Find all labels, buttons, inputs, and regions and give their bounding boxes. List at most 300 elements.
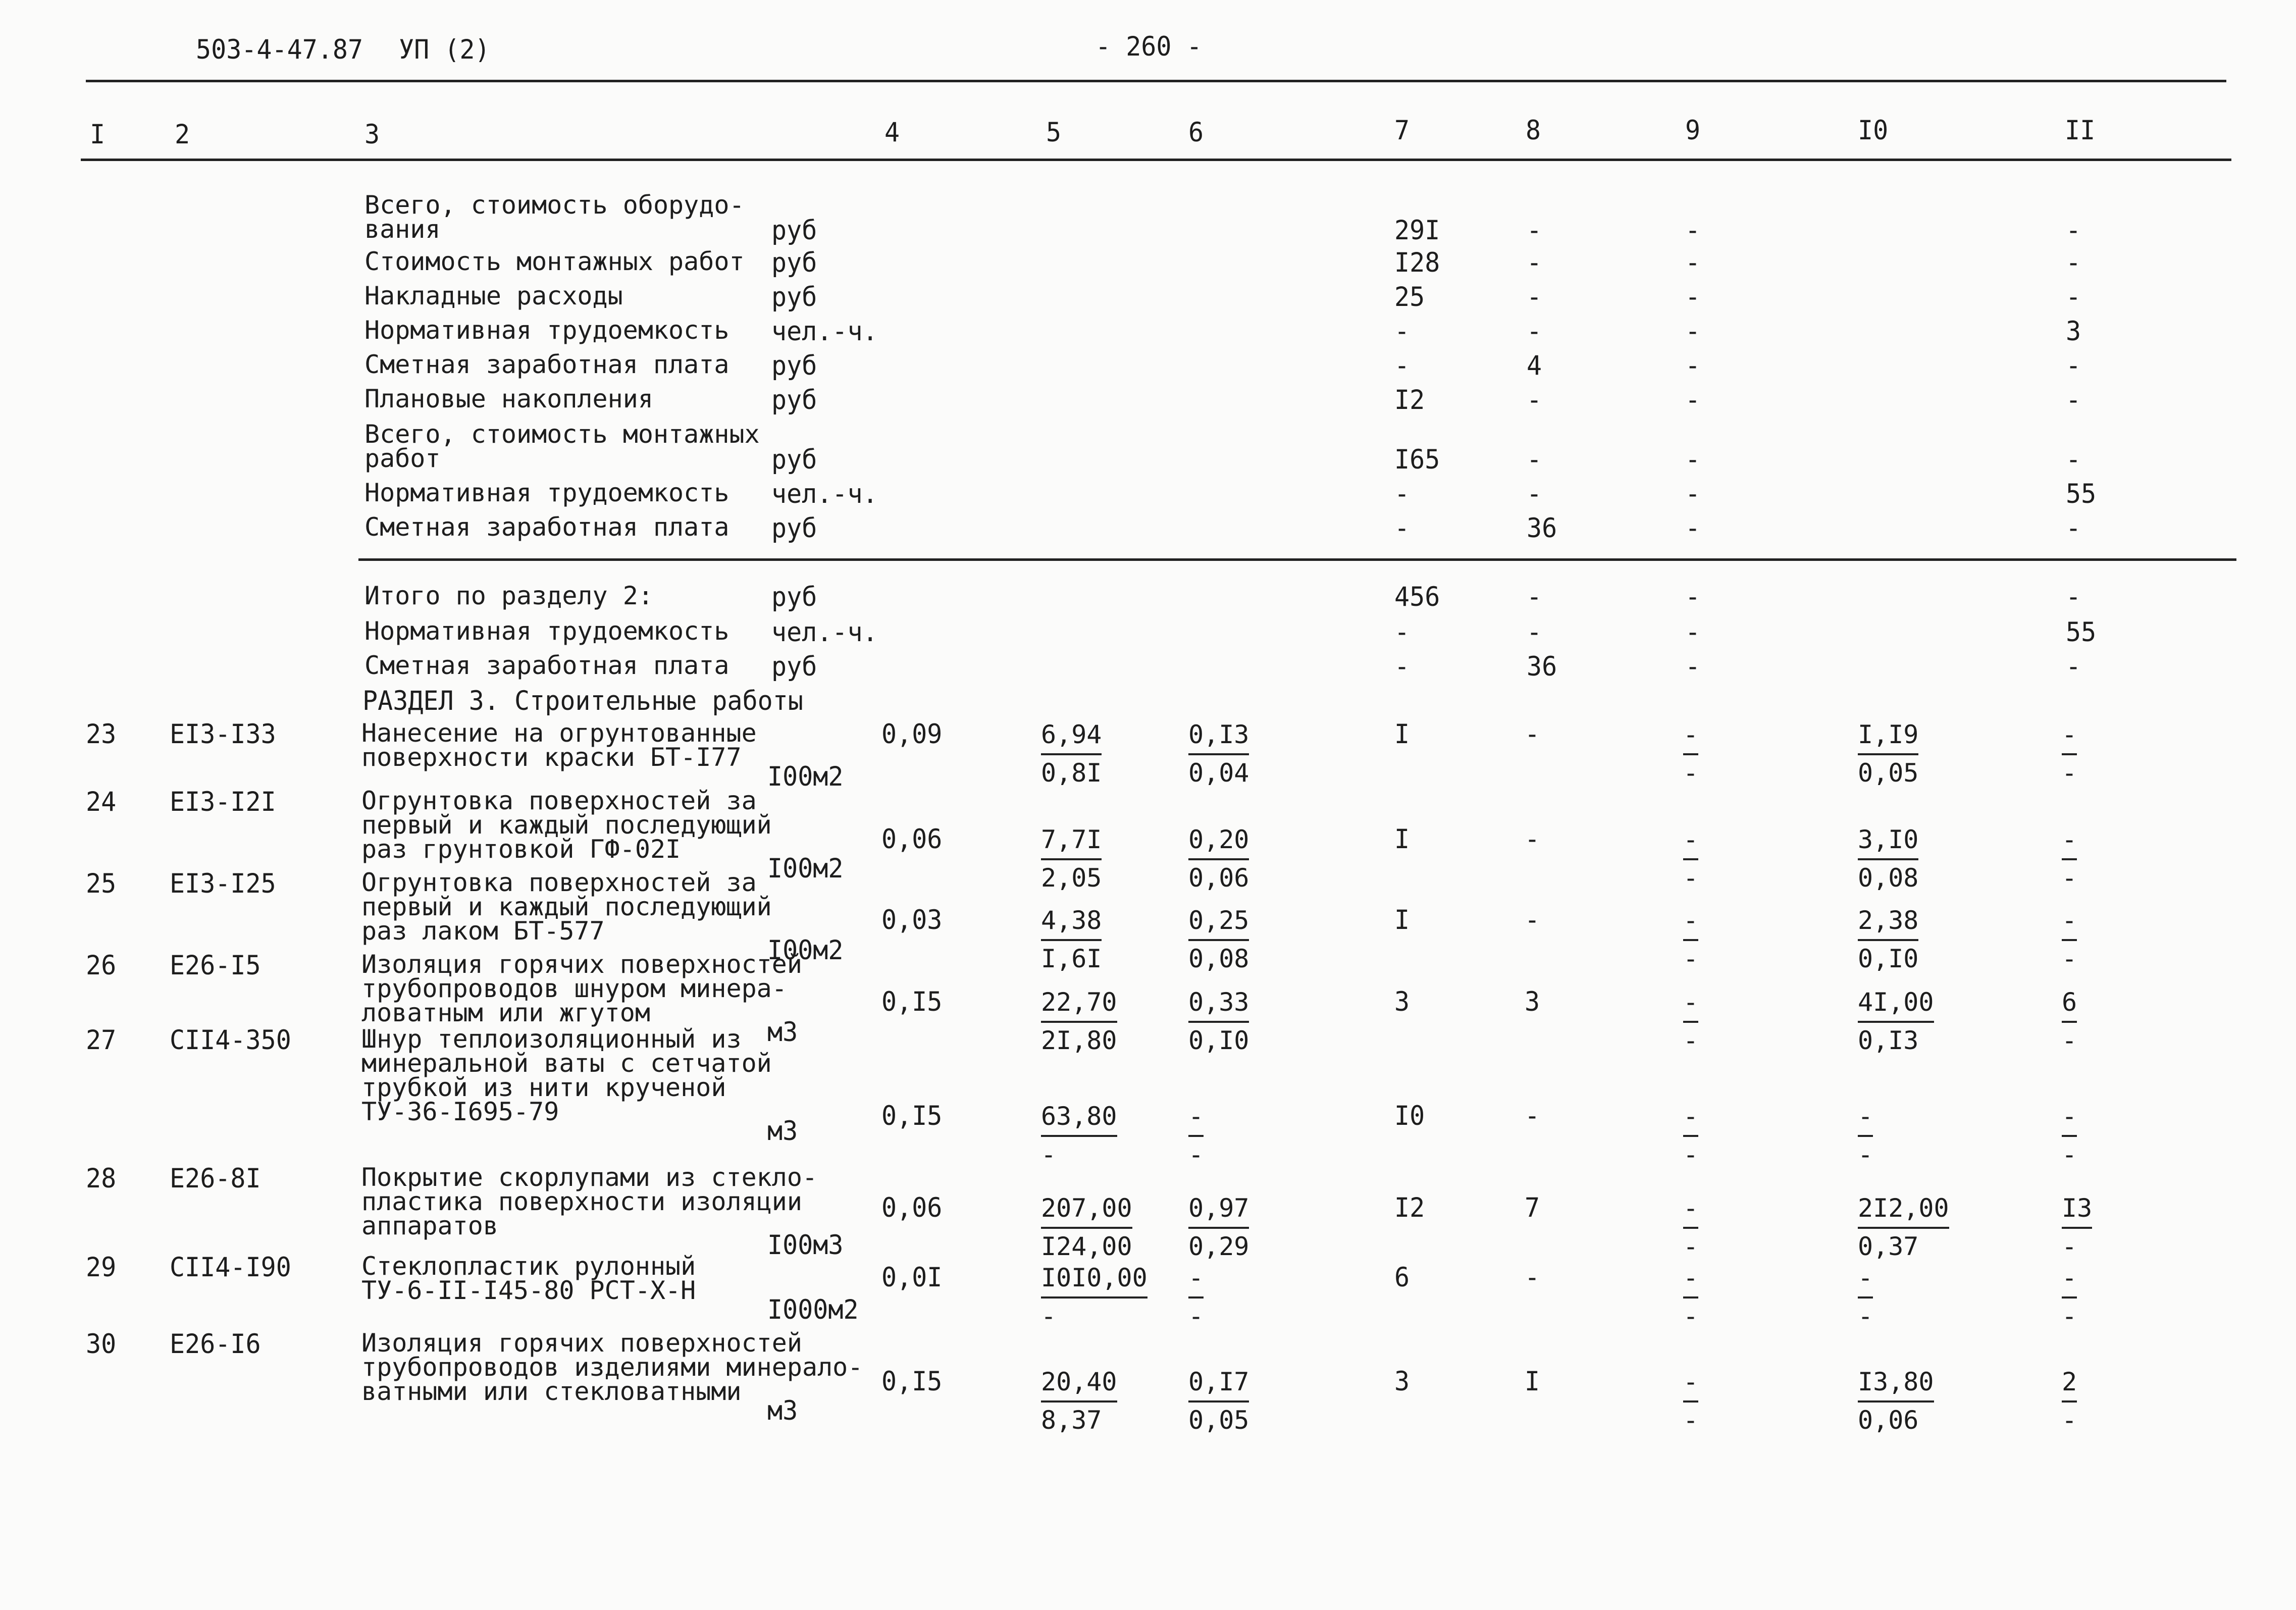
- summary-b-row-c8: 36: [1527, 651, 1557, 682]
- summary-a-row-c7: -: [1394, 478, 1410, 509]
- summary-a-row-c7: I65: [1394, 444, 1440, 475]
- row-machine-cost-top: [1683, 822, 1698, 860]
- row-code: СII4-350: [170, 1024, 291, 1056]
- row-labor-cost: [1188, 903, 1249, 976]
- row-unit-cost-top-value: 20,40: [1041, 1364, 1117, 1403]
- row-wages: I: [1525, 1366, 1540, 1397]
- section-rule: [358, 558, 2236, 561]
- row-description: [361, 1165, 817, 1238]
- row-total-hours-bottom: -: [2062, 1232, 2077, 1261]
- row-total: I2: [1394, 1192, 1425, 1223]
- summary-a-row-c9: -: [1685, 247, 1701, 278]
- row-code: Е26-I6: [170, 1328, 261, 1360]
- row-total-hours-bottom: -: [2062, 758, 2077, 788]
- row-unit-cost-top-value: I0I0,00: [1041, 1260, 1147, 1299]
- row-wages: 3: [1525, 986, 1540, 1017]
- summary-a-row-unit: руб: [771, 215, 817, 246]
- row-description: [361, 952, 802, 1025]
- row-labor-cost-top-value: 0,25: [1188, 903, 1249, 941]
- row-unit-cost: [1041, 1099, 1117, 1172]
- row-unit: м3: [767, 1115, 798, 1147]
- summary-a-row-name: [364, 384, 653, 413]
- row-total: I: [1394, 718, 1410, 750]
- row-labor-hours-bottom: 0,37: [1858, 1232, 1919, 1261]
- summary-a-row-c7: -: [1394, 316, 1410, 347]
- row-unit: I00м2: [767, 934, 844, 966]
- row-machine-cost: [1683, 1260, 1698, 1334]
- row-description-line: Изоляция горячих поверхностей: [361, 1328, 802, 1358]
- row-number: 27: [86, 1024, 117, 1056]
- summary-b-row-unit: руб: [771, 651, 817, 682]
- summary-b-row-c9: -: [1685, 616, 1701, 648]
- row-machine-cost-top: [1683, 903, 1698, 941]
- row-code: ЕI3-I2I: [170, 786, 276, 817]
- row-unit-cost-top: [1041, 1364, 1117, 1403]
- row-machine-cost-top: [1683, 1260, 1698, 1299]
- row-number: 24: [86, 786, 117, 817]
- row-labor-hours: [1858, 984, 1934, 1058]
- row-total-hours-top: [2062, 1190, 2092, 1229]
- row-labor-cost-top: [1188, 903, 1249, 941]
- row-labor-hours-top: [1858, 1190, 1949, 1229]
- document-part: УП (2): [399, 34, 490, 65]
- summary-a-row-unit: чел.-ч.: [771, 478, 878, 509]
- row-labor-hours-top-value: -: [1858, 1260, 1873, 1299]
- row-description-line: ТУ-6-II-I45-80 РСТ-Х-Н: [361, 1276, 696, 1305]
- col-header-2: 2: [175, 119, 190, 150]
- summary-b-row-name: [364, 616, 729, 646]
- row-unit: м3: [767, 1395, 798, 1426]
- row-machine-cost: [1683, 984, 1698, 1058]
- row-labor-hours-bottom: 0,06: [1858, 1406, 1919, 1435]
- summary-a-row-name-line: Сметная заработная плата: [364, 512, 729, 542]
- summary-a-row-c7: -: [1394, 512, 1410, 544]
- row-labor-hours: [1858, 903, 1918, 976]
- row-machine-cost-top-value: -: [1683, 903, 1698, 941]
- row-labor-hours-top-value: 4I,00: [1858, 984, 1934, 1023]
- col-header-8: 8: [1526, 115, 1541, 146]
- row-labor-cost-top: [1188, 717, 1249, 755]
- row-quantity: 0,I5: [881, 1100, 943, 1131]
- row-description-line: Стеклопластик рулонный: [361, 1252, 696, 1281]
- row-machine-cost-top-value: -: [1683, 717, 1698, 755]
- row-labor-hours-top-value: 3,I0: [1858, 822, 1918, 860]
- row-quantity: 0,03: [881, 904, 943, 936]
- row-description-line: трубкой из нити крученой: [361, 1073, 726, 1102]
- row-total: 3: [1394, 1366, 1410, 1397]
- summary-a-row-name-line: Нормативная трудоемкость: [364, 478, 729, 507]
- row-total-hours: [2062, 1260, 2077, 1334]
- summary-a-row-c8: -: [1527, 316, 1542, 347]
- row-labor-cost-bottom: 0,04: [1188, 758, 1249, 788]
- row-wages: -: [1525, 1100, 1540, 1131]
- row-description-line: трубопроводов изделиями минерало-: [361, 1353, 863, 1382]
- summary-a-row-unit: руб: [771, 281, 817, 313]
- row-total-hours: [2062, 984, 2077, 1058]
- row-unit-cost: [1041, 1260, 1147, 1334]
- row-number: 25: [86, 868, 117, 899]
- summary-a-row-c11: 55: [2066, 478, 2097, 509]
- row-labor-hours: [1858, 1364, 1934, 1438]
- row-unit-cost-top-value: 7,7I: [1041, 822, 1102, 860]
- col-header-9: 9: [1685, 115, 1701, 146]
- row-wages: -: [1525, 904, 1540, 936]
- summary-b-row-name: [364, 581, 653, 610]
- row-machine-cost-top: [1683, 1190, 1698, 1229]
- row-labor-hours-top: [1858, 822, 1918, 860]
- row-unit-cost-bottom: -: [1041, 1140, 1057, 1169]
- row-labor-cost-top: [1188, 1260, 1204, 1299]
- row-machine-cost: [1683, 1364, 1698, 1438]
- row-labor-hours: [1858, 822, 1918, 896]
- row-quantity: 0,0I: [881, 1262, 943, 1293]
- row-unit-cost-bottom: -: [1041, 1302, 1057, 1331]
- row-labor-hours-top-value: I,I9: [1858, 717, 1918, 755]
- summary-b-row-c11: -: [2066, 651, 2081, 682]
- row-total-hours-top: [2062, 903, 2077, 941]
- row-description: [361, 718, 757, 772]
- row-wages: -: [1525, 823, 1540, 855]
- row-unit-cost-top-value: 4,38: [1041, 903, 1102, 941]
- summary-a-row-name: [364, 281, 623, 310]
- row-labor-hours: [1858, 1099, 1873, 1172]
- summary-a-row-c7: 25: [1394, 281, 1425, 313]
- summary-a-row-c11: -: [2066, 350, 2081, 381]
- row-labor-cost: [1188, 1260, 1204, 1334]
- row-total-hours-bottom: -: [2062, 1302, 2077, 1331]
- row-machine-cost-top: [1683, 717, 1698, 755]
- row-unit: м3: [767, 1016, 798, 1048]
- row-number: 26: [86, 950, 117, 981]
- row-total-hours-top: [2062, 822, 2077, 860]
- row-labor-cost-bottom: -: [1188, 1140, 1204, 1169]
- row-labor-cost-top-value: 0,I3: [1188, 717, 1249, 755]
- row-total-hours-top-value: 2: [2062, 1364, 2077, 1403]
- row-machine-cost: [1683, 822, 1698, 896]
- summary-a-row-c9: -: [1685, 316, 1701, 347]
- summary-a-row-c7: I2: [1394, 384, 1425, 416]
- summary-a-row-name: [364, 352, 729, 377]
- row-wages: -: [1525, 1262, 1540, 1293]
- row-quantity: 0,I5: [881, 1366, 943, 1397]
- row-machine-cost-bottom: -: [1683, 944, 1699, 973]
- row-description-line: трубопроводов шнуром минера-: [361, 974, 787, 1003]
- row-unit-cost-top-value: 207,00: [1041, 1190, 1132, 1229]
- summary-a-row-c9: -: [1685, 478, 1701, 509]
- row-unit-cost-bottom: 0,8I: [1041, 758, 1102, 788]
- summary-a-row-c8: -: [1527, 384, 1542, 416]
- row-machine-cost: [1683, 903, 1698, 976]
- row-total-hours-top: [2062, 717, 2077, 755]
- row-labor-hours: [1858, 1260, 1873, 1334]
- row-labor-cost-bottom: 0,05: [1188, 1406, 1249, 1435]
- row-description-line: минеральной ваты с сетчатой: [361, 1049, 772, 1078]
- row-total: 3: [1394, 986, 1410, 1017]
- row-number: 30: [86, 1328, 117, 1360]
- row-machine-cost-bottom: -: [1683, 1140, 1699, 1169]
- row-description-line: поверхности краски БТ-I77: [361, 743, 742, 772]
- summary-a-row-unit: руб: [771, 444, 817, 475]
- row-description-line: ловатным или жгутом: [361, 998, 650, 1027]
- row-labor-cost-top: [1188, 984, 1249, 1023]
- row-labor-cost-top-value: 0,20: [1188, 822, 1249, 860]
- row-total-hours-top-value: 6: [2062, 984, 2077, 1023]
- summary-a-row-name-line: вания: [364, 215, 441, 244]
- page-number: - 260 -: [1095, 31, 1202, 62]
- row-labor-cost-top: [1188, 1364, 1249, 1403]
- row-unit-cost-top-value: 22,70: [1041, 984, 1117, 1023]
- row-total-hours: [2062, 903, 2077, 976]
- row-code: ЕI3-I33: [170, 718, 276, 750]
- row-labor-cost-top: [1188, 1190, 1249, 1229]
- row-labor-cost: [1188, 717, 1249, 791]
- row-total-hours-top-value: -: [2062, 1099, 2077, 1137]
- row-description-line: ватными или стекловатными: [361, 1377, 742, 1406]
- row-total-hours-bottom: -: [2062, 1026, 2077, 1055]
- row-unit-cost-top: [1041, 1260, 1147, 1299]
- row-labor-cost-bottom: 0,I0: [1188, 1026, 1249, 1055]
- row-machine-cost-bottom: -: [1683, 1302, 1699, 1331]
- summary-a-row-c11: -: [2066, 512, 2081, 544]
- row-labor-hours-bottom: -: [1858, 1302, 1873, 1331]
- row-total-hours: [2062, 717, 2077, 791]
- row-unit-cost-top: [1041, 984, 1117, 1023]
- summary-a-row-name: [364, 422, 760, 471]
- row-unit-cost: [1041, 1190, 1132, 1264]
- summary-a-row-name-line: Всего, стоимость монтажных: [364, 420, 760, 449]
- row-unit-cost-bottom: 2,05: [1041, 863, 1102, 893]
- summary-b-row-c8: -: [1527, 616, 1542, 648]
- summary-a-row-name-line: Стоимость монтажных работ: [364, 247, 745, 276]
- row-unit-cost-top: [1041, 903, 1102, 941]
- summary-a-row-name: [364, 316, 729, 345]
- row-labor-hours-top-value: I3,80: [1858, 1364, 1934, 1403]
- row-code: ЕI3-I25: [170, 868, 276, 899]
- summary-b-row-unit: чел.-ч.: [771, 616, 878, 648]
- row-number: 28: [86, 1163, 117, 1194]
- row-total-hours: [2062, 1364, 2077, 1438]
- summary-a-row-name: [364, 478, 729, 507]
- summary-a-row-c9: -: [1685, 512, 1701, 544]
- summary-b-row-unit: руб: [771, 581, 817, 612]
- row-total-hours-bottom: -: [2062, 1140, 2077, 1169]
- row-total-hours-bottom: -: [2062, 1406, 2077, 1435]
- row-machine-cost-bottom: -: [1683, 758, 1699, 788]
- summary-a-row-c9: -: [1685, 215, 1701, 246]
- row-description-line: раз грунтовкой ГФ-02I: [361, 835, 681, 864]
- row-labor-hours-top: [1858, 984, 1934, 1023]
- row-machine-cost-top-value: -: [1683, 1190, 1698, 1229]
- row-quantity: 0,06: [881, 823, 943, 855]
- row-unit-cost-top: [1041, 717, 1102, 755]
- summary-a-row-name: [364, 249, 745, 274]
- row-number: 23: [86, 718, 117, 750]
- row-total-hours-top: [2062, 1364, 2077, 1403]
- row-unit-cost-top: [1041, 822, 1102, 860]
- row-labor-hours: [1858, 717, 1918, 791]
- row-machine-cost: [1683, 1099, 1698, 1172]
- summary-a-row-c8: -: [1527, 478, 1542, 509]
- col-header-10: I0: [1858, 115, 1889, 146]
- col-header-5: 5: [1046, 117, 1062, 148]
- header-rule: [81, 159, 2231, 161]
- top-rule: [86, 80, 2226, 82]
- row-total-hours-top-value: -: [2062, 717, 2077, 755]
- row-unit-cost-top-value: 63,80: [1041, 1099, 1117, 1137]
- row-labor-hours-bottom: 0,05: [1858, 758, 1919, 788]
- row-labor-hours-bottom: 0,I3: [1858, 1026, 1919, 1055]
- col-header-3: 3: [364, 119, 380, 150]
- row-unit-cost-bottom: I24,00: [1041, 1232, 1132, 1261]
- row-labor-hours-bottom: -: [1858, 1140, 1873, 1169]
- row-unit-cost-bottom: I,6I: [1041, 944, 1102, 973]
- summary-b-row-c7: 456: [1394, 581, 1440, 612]
- summary-a-row-name-line: работ: [364, 444, 441, 473]
- row-total-hours-top-value: I3: [2062, 1190, 2092, 1229]
- row-labor-hours: [1858, 1190, 1949, 1264]
- row-unit-cost: [1041, 717, 1102, 791]
- row-machine-cost: [1683, 717, 1698, 791]
- row-description-line: первый и каждый последующий: [361, 892, 772, 921]
- row-labor-cost-bottom: 0,29: [1188, 1232, 1249, 1261]
- document-code: 503-4-47.87: [196, 34, 363, 65]
- row-labor-hours-top-value: 2,38: [1858, 903, 1918, 941]
- row-unit-cost-bottom: 2I,80: [1041, 1026, 1117, 1055]
- summary-b-row-c8: -: [1527, 581, 1542, 612]
- row-unit: I00м2: [767, 853, 844, 884]
- row-total-hours: [2062, 822, 2077, 896]
- summary-a-row-c8: -: [1527, 247, 1542, 278]
- row-total: I0: [1394, 1100, 1425, 1131]
- row-total-hours-top-value: -: [2062, 903, 2077, 941]
- row-labor-hours-bottom: 0,08: [1858, 863, 1919, 893]
- row-description: [361, 1328, 863, 1406]
- row-labor-hours-top-value: 2I2,00: [1858, 1190, 1949, 1229]
- summary-a-row-name-line: Всего, стоимость оборудо-: [364, 190, 745, 220]
- row-machine-cost-top-value: -: [1683, 822, 1698, 860]
- row-machine-cost-top: [1683, 1099, 1698, 1137]
- summary-a-row-c11: -: [2066, 281, 2081, 313]
- row-description-line: Огрунтовка поверхностей за: [361, 786, 757, 815]
- col-header-7: 7: [1394, 115, 1410, 146]
- row-labor-hours-top: [1858, 903, 1918, 941]
- row-description-line: Покрытие скорлупами из стекло-: [361, 1163, 818, 1192]
- col-header-6: 6: [1188, 117, 1204, 148]
- summary-a-row-name-line: Плановые накопления: [364, 384, 653, 413]
- row-unit-cost: [1041, 822, 1102, 896]
- summary-b-row-name-line: Итого по разделу 2:: [364, 581, 653, 610]
- row-unit-cost: [1041, 1364, 1117, 1438]
- summary-a-row-name: [364, 190, 745, 244]
- row-machine-cost-top-value: -: [1683, 1099, 1698, 1137]
- col-header-11: II: [2065, 115, 2096, 146]
- summary-b-row-c7: -: [1394, 616, 1410, 648]
- row-labor-cost-top: [1188, 1099, 1204, 1137]
- summary-a-row-c8: -: [1527, 444, 1542, 475]
- row-code: Е26-8I: [170, 1163, 261, 1194]
- row-labor-cost-bottom: -: [1188, 1302, 1204, 1331]
- row-description-line: Изоляция горячих поверхностей: [361, 950, 802, 979]
- row-unit-cost-top: [1041, 1190, 1132, 1229]
- row-labor-cost: [1188, 1190, 1249, 1264]
- row-description-line: Шнур теплоизоляционный из: [361, 1024, 742, 1054]
- section-title: РАЗДЕЛ 3. Строительные работы: [362, 685, 803, 716]
- summary-a-row-c8: 36: [1527, 512, 1557, 544]
- row-total-hours-top-value: -: [2062, 822, 2077, 860]
- summary-a-row-c9: -: [1685, 281, 1701, 313]
- summary-a-row-c11: -: [2066, 384, 2081, 416]
- row-labor-hours-top: [1858, 717, 1918, 755]
- row-total-hours-top: [2062, 984, 2077, 1023]
- row-unit-cost-top: [1041, 1099, 1117, 1137]
- row-labor-cost-top-value: -: [1188, 1260, 1204, 1299]
- summary-a-row-c9: -: [1685, 384, 1701, 416]
- summary-b-row-name-line: Нормативная трудоемкость: [364, 616, 729, 646]
- row-description: [361, 868, 772, 946]
- summary-a-row-c11: -: [2066, 444, 2081, 475]
- row-labor-cost-top-value: 0,33: [1188, 984, 1249, 1023]
- row-number: 29: [86, 1252, 117, 1283]
- row-labor-hours-bottom: 0,I0: [1858, 944, 1919, 973]
- row-wages: 7: [1525, 1192, 1540, 1223]
- summary-a-row-unit: руб: [771, 384, 817, 416]
- summary-b-row-c9: -: [1685, 581, 1701, 612]
- row-labor-hours-top: [1858, 1260, 1873, 1299]
- row-code: СII4-I90: [170, 1252, 291, 1283]
- summary-a-row-c8: -: [1527, 281, 1542, 313]
- row-unit-cost: [1041, 984, 1117, 1058]
- row-labor-cost: [1188, 1364, 1249, 1438]
- row-labor-cost-top: [1188, 822, 1249, 860]
- row-unit-cost: [1041, 903, 1102, 976]
- col-header-4: 4: [884, 117, 900, 148]
- summary-a-row-c7: 29I: [1394, 215, 1440, 246]
- summary-a-row-c11: 3: [2066, 316, 2081, 347]
- summary-a-row-c8: -: [1527, 215, 1542, 246]
- row-description-line: пластика поверхности изоляции: [361, 1187, 802, 1216]
- summary-a-row-unit: руб: [771, 247, 817, 278]
- row-code: Е26-I5: [170, 950, 261, 981]
- row-machine-cost-top: [1683, 984, 1698, 1023]
- row-labor-cost: [1188, 1099, 1204, 1172]
- summary-b-row-c11: 55: [2066, 616, 2097, 648]
- row-total-hours-top: [2062, 1099, 2077, 1137]
- row-quantity: 0,I5: [881, 986, 943, 1017]
- summary-a-row-c8: 4: [1527, 350, 1542, 381]
- row-machine-cost-top-value: -: [1683, 984, 1698, 1023]
- row-machine-cost-top-value: -: [1683, 1260, 1698, 1299]
- row-quantity: 0,09: [881, 718, 943, 750]
- summary-a-row-c9: -: [1685, 444, 1701, 475]
- summary-a-row-name-line: Сметная заработная плата: [364, 350, 729, 379]
- row-labor-cost: [1188, 822, 1249, 896]
- summary-a-row-c7: -: [1394, 350, 1410, 381]
- summary-a-row-c11: -: [2066, 247, 2081, 278]
- row-description-line: ТУ-36-I695-79: [361, 1097, 559, 1126]
- row-quantity: 0,06: [881, 1192, 943, 1223]
- row-unit: I00м3: [767, 1229, 844, 1261]
- row-total-hours-bottom: -: [2062, 944, 2077, 973]
- row-unit-cost-bottom: 8,37: [1041, 1406, 1102, 1435]
- row-unit: I000м2: [767, 1294, 859, 1325]
- row-description-line: раз лаком БТ-577: [361, 916, 605, 946]
- summary-b-row-name-line: Сметная заработная плата: [364, 651, 729, 680]
- col-header-1: I: [90, 119, 106, 150]
- row-unit-cost-top-value: 6,94: [1041, 717, 1102, 755]
- row-total-hours-top: [2062, 1260, 2077, 1299]
- summary-a-row-c9: -: [1685, 350, 1701, 381]
- row-description: [361, 1024, 772, 1126]
